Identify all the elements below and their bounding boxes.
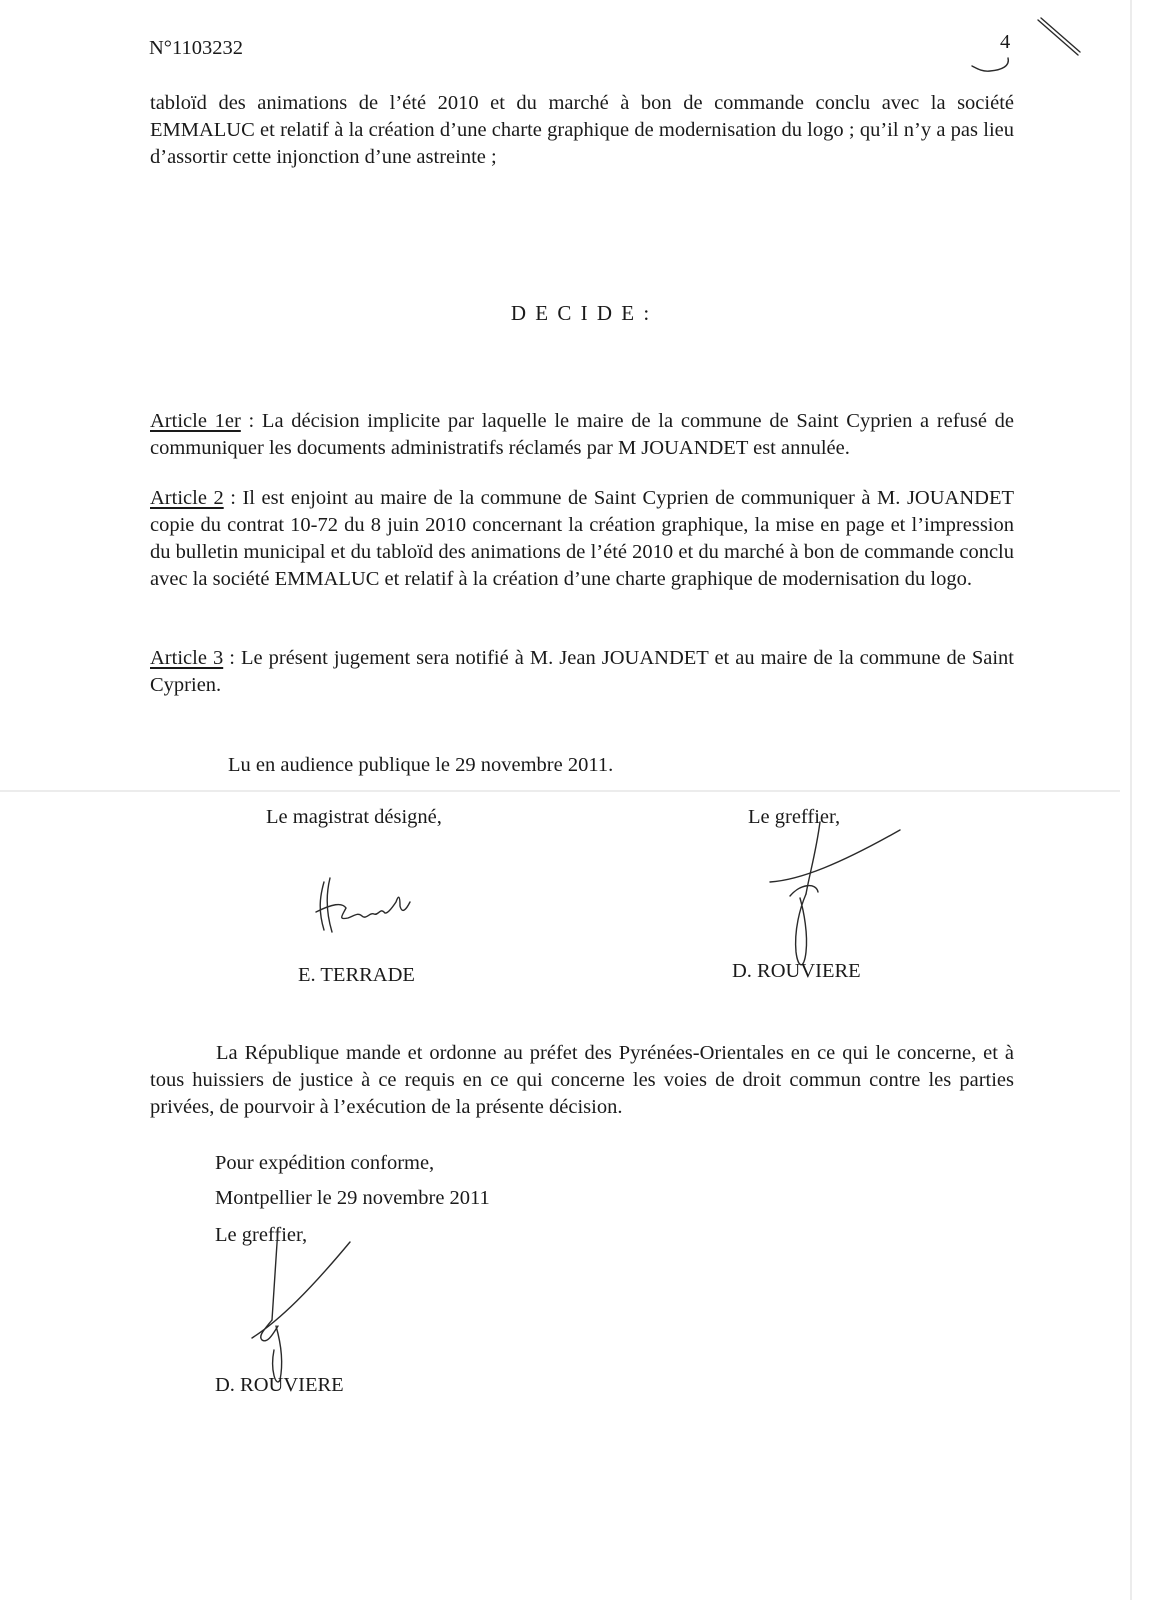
article-1-text: : La décision implicite par laquelle le maire de la commune de Saint Cyprien a refusé de communiquer les documents administratifs réclamés par M JOUANDET est annulée. [150,410,1014,459]
magistrate-title: Le magistrat désigné, [266,806,442,828]
article-2-label: Article 2 [150,487,224,509]
clerk-signature [760,812,920,982]
clerk-title: Le greffier, [748,806,841,828]
certification-clerk-name: D. ROUVIERE [215,1374,344,1396]
magistrate-name: E. TERRADE [298,964,415,986]
article-1 [150,408,1014,462]
scan-artifact-line [0,790,1120,792]
handwritten-mark [968,54,1018,84]
decide-heading: D E C I D E : [510,301,652,325]
intro-paragraph: tabloïd des animations de l’été 2010 et du marché à bon de commande conclu avec la société EMMALUC et relatif à la création d’une charte graphique de modernisation du logo ; qu’il n’y a pas lieu d’assortir cette injonction d’une astreinte ; [150,92,1014,168]
article-3-text: : Le présent jugement sera notifié à M. Jean JOUANDET et au maire de la commune de Saint Cyprien. [150,647,1014,696]
audience-statement: Lu en audience publique le 29 novembre 2011. [228,754,614,776]
clerk-name: D. ROUVIERE [732,960,861,982]
article-3-label: Article 3 [150,647,224,669]
certification-clerk-signature [240,1220,370,1390]
page-number: 4 [1000,31,1011,53]
corner-pen-mark [1030,10,1090,70]
certification-line-2: Montpellier le 29 novembre 2011 [215,1187,490,1209]
scan-page-edge [1130,0,1132,1600]
article-3 [150,645,1014,699]
article-2-text: : Il est enjoint au maire de la commune de Saint Cyprien de communiquer à M. JOUANDET copie du contrat 10-72 du 8 juin 2010 concernant la création graphique, la mise en page et l’impression du bulletin municipal et du tabloïd des animations de l’été 2010 et du marché à bon de commande conclu avec la société EMMALUC et relatif à la création d’une charte graphique de modernisation du logo. [150,487,1014,590]
article-1-label: Article 1er [150,410,241,432]
executory-formula: La République mande et ordonne au préfet des Pyrénées-Orientales en ce qui le concerne, et à tous huissiers de justice à ce requis en ce qui concerne les voies de droit commun contre les parties privées, de pourvoir à l’exécution de la présente décision. [150,1042,1014,1118]
case-number: N°1103232 [149,37,243,59]
article-2 [150,485,1014,593]
certification-clerk-title: Le greffier, [215,1224,308,1246]
magistrate-signature [312,872,422,942]
certification-line-1: Pour expédition conforme, [215,1152,435,1174]
